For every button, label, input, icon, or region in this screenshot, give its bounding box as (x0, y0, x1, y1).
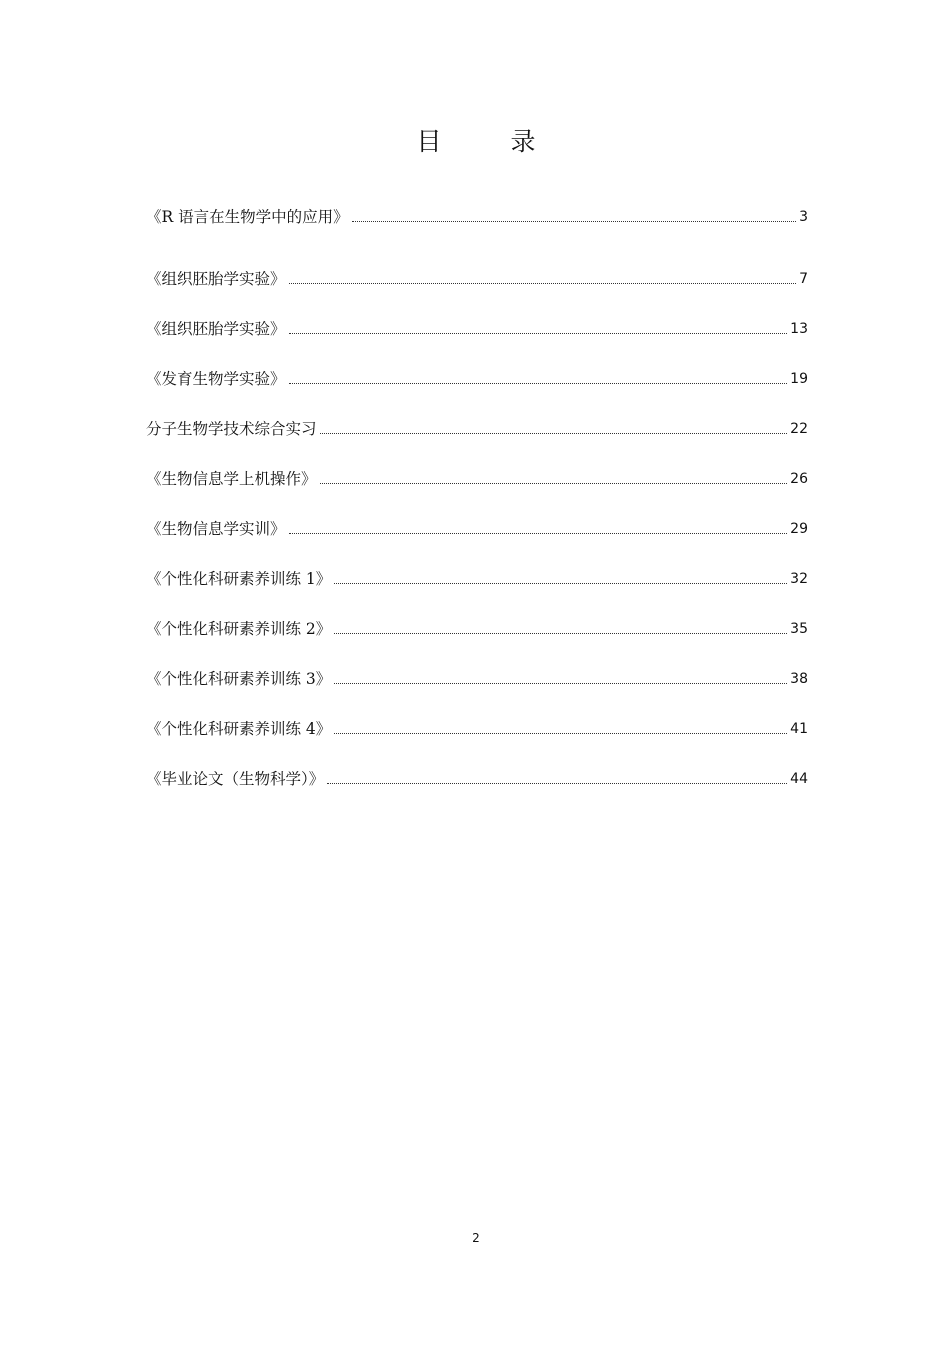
toc-entry-page: 3 (799, 209, 808, 225)
dot-leader (289, 333, 788, 334)
toc-entry-page: 22 (790, 421, 808, 437)
dot-leader (352, 221, 796, 222)
toc-entry-page: 26 (790, 471, 808, 487)
dot-leader (334, 683, 787, 684)
dot-leader (334, 583, 787, 584)
dot-leader (289, 533, 788, 534)
toc-entry[interactable] (146, 552, 808, 602)
toc-entry[interactable] (146, 652, 808, 702)
toc-entry-page: 41 (790, 721, 808, 737)
toc-entry-title: 《毕业论文（生物科学）》 (146, 770, 325, 788)
toc-list (146, 202, 808, 802)
toc-entry-title: 《个性化科研素养训练 4》 (146, 720, 332, 738)
dot-leader (289, 383, 788, 384)
toc-entry[interactable] (146, 752, 808, 802)
toc-heading: 目 录 (416, 127, 558, 156)
toc-entry-title: 《发育生物学实验》 (146, 370, 286, 388)
dot-leader (320, 483, 788, 484)
toc-entry-page: 32 (790, 571, 808, 587)
toc-entry-page: 38 (790, 671, 808, 687)
toc-entry[interactable] (146, 302, 808, 352)
toc-entry[interactable] (146, 502, 808, 552)
toc-entry-title: 《生物信息学上机操作》 (146, 470, 317, 488)
toc-entry-title: 《个性化科研素养训练 3》 (146, 670, 332, 688)
toc-entry-title: 《个性化科研素养训练 1》 (146, 570, 332, 588)
toc-entry-title: 《生物信息学实训》 (146, 520, 286, 538)
dot-leader (334, 733, 787, 734)
dot-leader (289, 283, 797, 284)
dot-leader (334, 633, 787, 634)
page-number: 2 (472, 1231, 480, 1245)
toc-entry-page: 44 (790, 771, 808, 787)
toc-entry-page: 29 (790, 521, 808, 537)
toc-entry-title: 《R 语言在生物学中的应用》 (146, 208, 349, 226)
dot-leader (327, 783, 787, 784)
toc-entry[interactable] (146, 202, 808, 226)
toc-entry[interactable] (146, 702, 808, 752)
toc-entry[interactable] (146, 452, 808, 502)
toc-entry[interactable] (146, 402, 808, 452)
toc-entry-title: 《组织胚胎学实验》 (146, 320, 286, 338)
toc-entry-page: 19 (790, 371, 808, 387)
toc-entry-page: 7 (799, 271, 808, 287)
toc-entry-title: 《组织胚胎学实验》 (146, 270, 286, 288)
toc-entry-page: 35 (790, 621, 808, 637)
toc-entry[interactable] (146, 352, 808, 402)
toc-entry-title: 《个性化科研素养训练 2》 (146, 620, 332, 638)
toc-entry-title: 分子生物学技术综合实习 (146, 420, 317, 438)
toc-entry[interactable] (146, 252, 808, 302)
toc-entry[interactable] (146, 602, 808, 652)
toc-entry-page: 13 (790, 321, 808, 337)
dot-leader (320, 433, 788, 434)
